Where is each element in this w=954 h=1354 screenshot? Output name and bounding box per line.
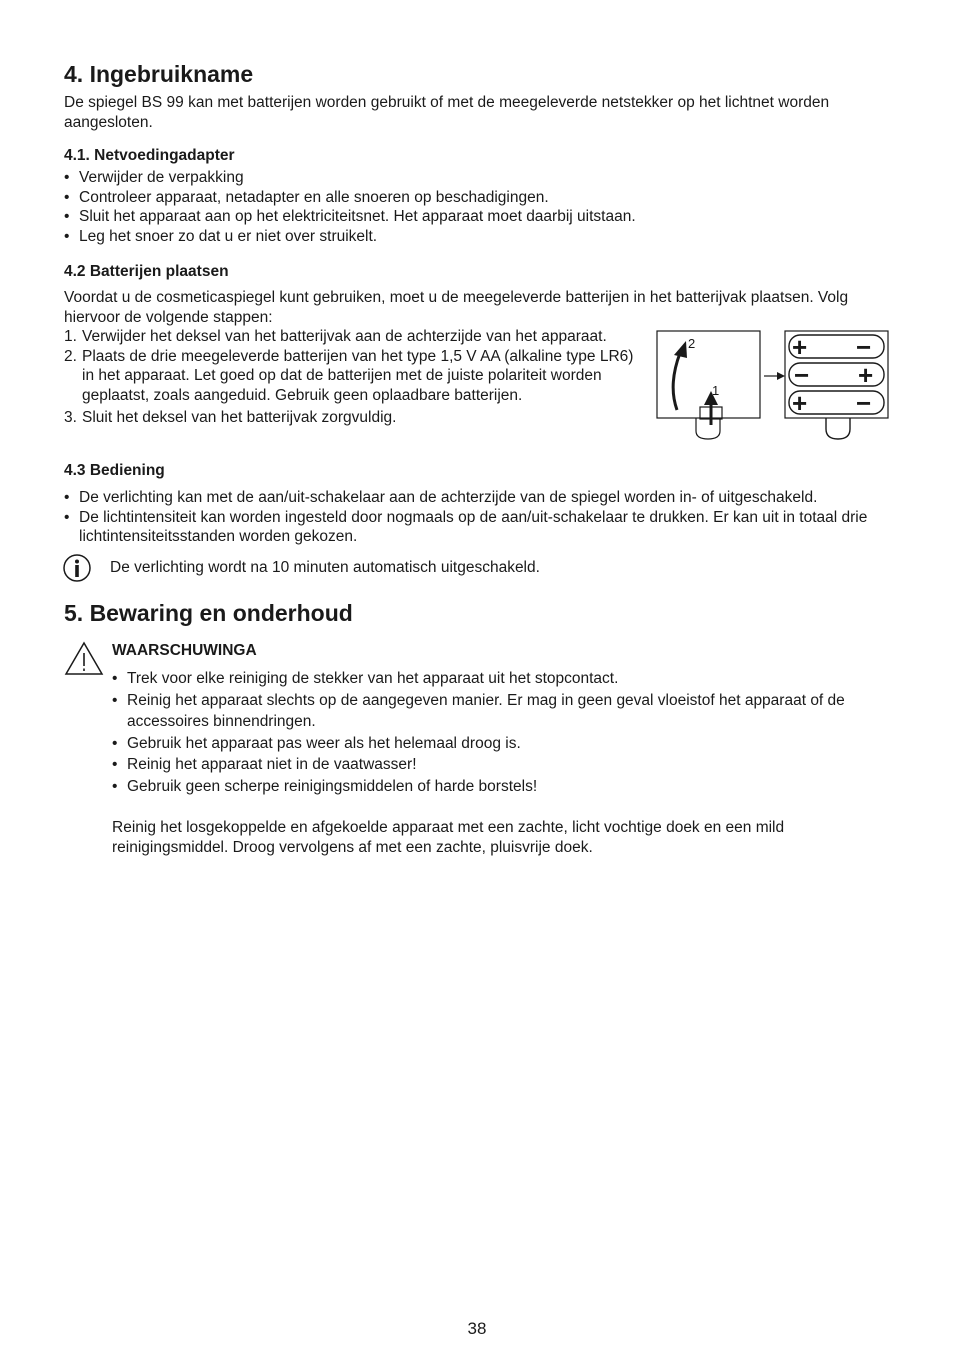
list-item: • Trek voor elke reiniging de stekker van het apparaat uit het stopcontact.	[112, 668, 887, 690]
minus-sign: −	[856, 332, 872, 362]
info-icon	[62, 553, 92, 583]
plus-sign: +	[792, 388, 808, 418]
compartment-switch-outline	[826, 418, 850, 439]
list-item: • Reinig het apparaat niet in de vaatwasser!	[112, 754, 887, 776]
section-title: 4. Ingebruikname	[64, 61, 254, 87]
rotate-arrow	[673, 353, 680, 410]
list-item: • De lichtintensiteit kan worden ingesteld door nogmaals op de aan/uit-schakelaar te drukken. Er kan uit in totaal drie lichtintensiteitsstanden worden gekozen.	[64, 508, 899, 547]
battery-intro: Voordat u de cosmeticaspiegel kunt gebruiken, moet u de meegeleverde batterijen in het batterijvak plaatsen. Volg hiervoor de volgende stappen:	[64, 289, 849, 326]
list-item: • Reinig het apparaat slechts op de aangegeven manier. Er mag in geen geval vloeistof het apparaat of de accessoires binnendringen.	[112, 690, 887, 733]
operation-list	[64, 488, 899, 547]
pointer-arrowhead	[777, 372, 785, 380]
list-item: • De verlichting kan met de aan/uit-schakelaar aan de achterzijde van de spiegel worden in- of uitgeschakeld.	[64, 488, 899, 508]
cleaning-paragraph: Reinig het losgekoppelde en afgekoelde apparaat met een zachte, licht vochtige doek en een mild reinigingsmiddel. Droog vervolgens af met een zachte, pluisvrije doek.	[112, 819, 785, 856]
battery-compartment-figure	[650, 325, 895, 445]
adapter-list	[64, 168, 904, 246]
figure-label-2: 2	[688, 336, 696, 351]
minus-sign: −	[856, 388, 872, 418]
subsection-title: 4.2 Batterijen plaatsen	[64, 263, 229, 280]
list-item: 3. Sluit het deksel van het batterijvak zorgvuldig.	[64, 409, 397, 426]
warning-icon	[64, 641, 104, 676]
list-item: • Gebruik geen scherpe reinigingsmiddelen of harde borstels!	[112, 776, 887, 798]
section-title: 5. Bewaring en onderhoud	[64, 600, 353, 626]
list-item: • Sluit het apparaat aan op het elektriciteitsnet. Het apparaat moet daarbij uitstaan.	[64, 207, 904, 227]
plus-sign: +	[792, 332, 808, 362]
intro-paragraph: De spiegel BS 99 kan met batterijen worden gebruikt of met de meegeleverde netstekker op het lichtnet worden aangesloten.	[64, 94, 830, 131]
list-item: • Leg het snoer zo dat u er niet over struikelt.	[64, 227, 904, 247]
switch-outline	[696, 418, 720, 439]
warning-title: WAARSCHUWINGA	[112, 642, 257, 659]
figure-label-1: 1	[712, 383, 720, 398]
battery-steps	[64, 327, 634, 428]
minus-sign: −	[794, 360, 810, 390]
warning-list	[112, 668, 887, 797]
list-item: • Gebruik het apparaat pas weer als het helemaal droog is.	[112, 733, 887, 755]
subsection-title: 4.3 Bediening	[64, 462, 165, 479]
list-item: • Controleer apparaat, netadapter en alle snoeren op beschadigingen.	[64, 188, 904, 208]
rotate-arrowhead	[674, 341, 687, 358]
info-note: De verlichting wordt na 10 minuten automatisch uitgeschakeld.	[110, 559, 540, 576]
list-item: 2. Plaats de drie meegeleverde batterijen van het type 1,5 V AA (alkaline type LR6) in het apparaat. Let goed op dat de batterijen met de juiste polariteit worden geplaatst, zoals aangeduid. Gebruik geen oplaadbare batterijen.	[64, 347, 634, 404]
plus-sign: +	[858, 360, 874, 390]
list-item: 1. Verwijder het deksel van het batterijvak aan de achterzijde van het apparaat.	[64, 328, 607, 345]
subsection-title: 4.1. Netvoedingadapter	[64, 147, 235, 164]
page-number: 38	[467, 1319, 487, 1338]
list-item: • Verwijder de verpakking	[64, 168, 904, 188]
